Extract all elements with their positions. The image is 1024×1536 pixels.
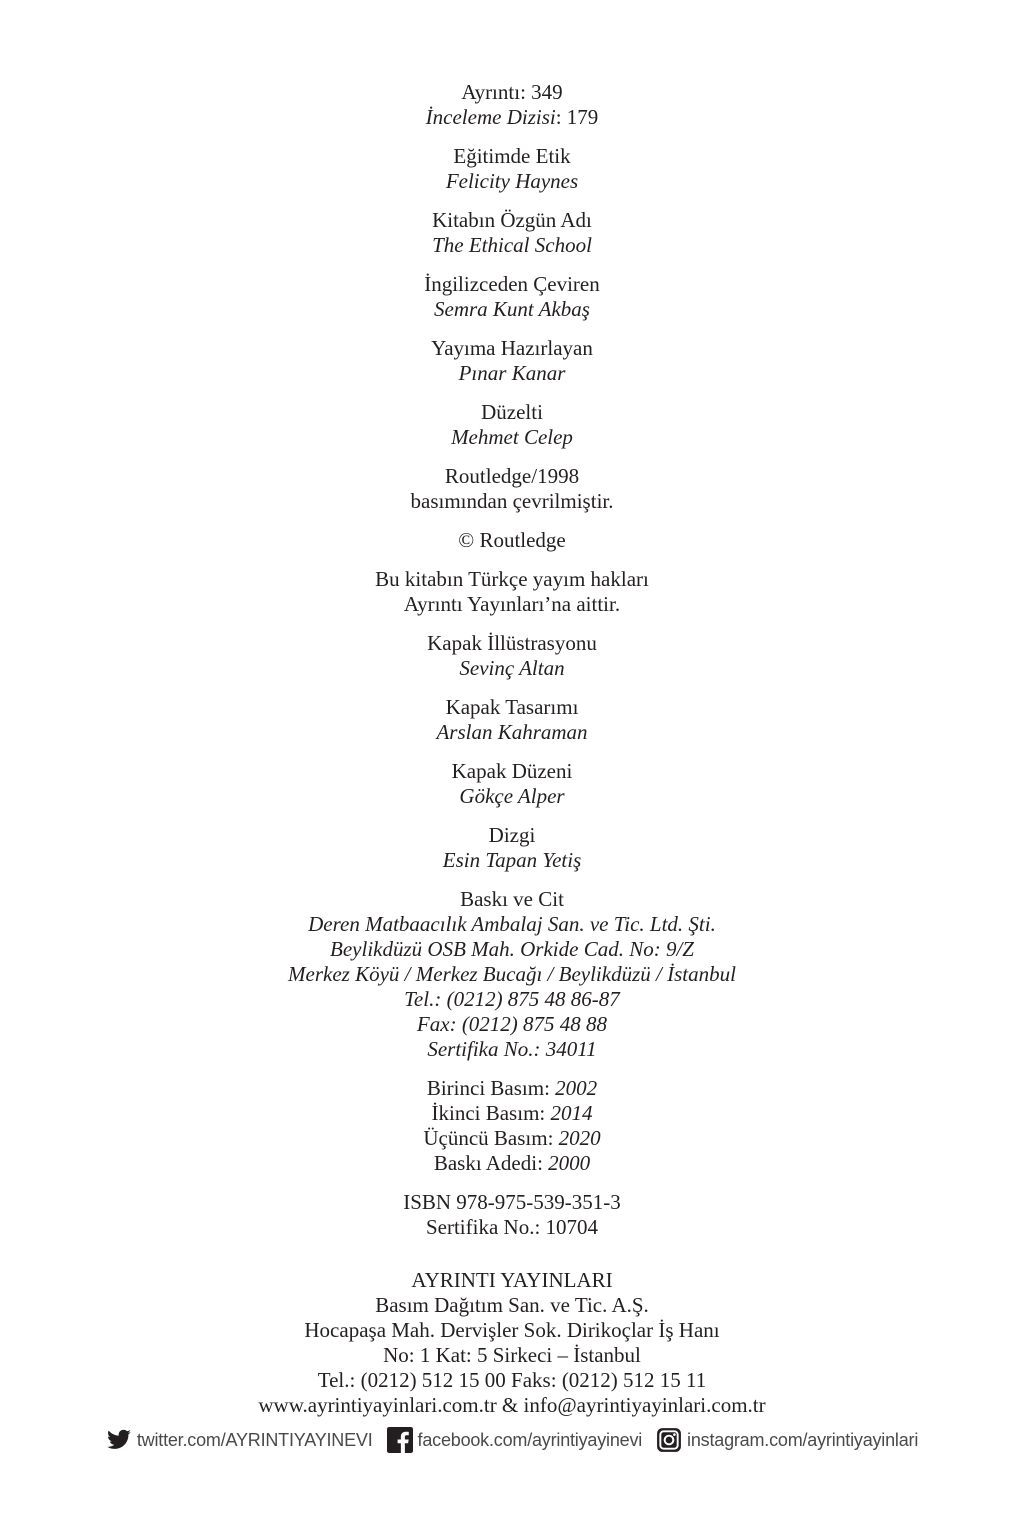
twitter-link-text: twitter.com/AYRINTIYAYINEVI (136, 1429, 373, 1450)
edition-line (0, 1126, 1024, 1151)
edition-year: 2014 (550, 1101, 593, 1125)
cover-design (0, 695, 1024, 745)
cover-layout (0, 759, 1024, 809)
cover-layout-name: Gökçe Alper (459, 784, 565, 808)
rights-line-2: Ayrıntı Yayınları’na aittir. (403, 592, 621, 616)
editions (0, 1076, 1024, 1176)
edition-line (0, 1076, 1024, 1101)
printing-label: Baskı ve Cit (460, 887, 564, 911)
series-subseries (0, 105, 1024, 130)
instagram-link[interactable] (656, 1427, 918, 1453)
printing-line: Merkez Köyü / Merkez Bucağı / Beylikdüzü / İstanbul (288, 962, 736, 986)
series-number: Ayrıntı: 349 (461, 80, 563, 104)
series-name: İnceleme Dizisi (425, 105, 556, 129)
publisher-address-2: No: 1 Kat: 5 Sirkeci – İstanbul (383, 1343, 641, 1367)
copyright (0, 528, 1024, 553)
translator-label: İngilizceden Çeviren (424, 272, 600, 296)
facebook-link[interactable] (387, 1427, 643, 1453)
editor-name: Pınar Kanar (458, 361, 566, 385)
edition-label: Üçüncü Basım: (423, 1126, 559, 1150)
copyright-text: © Routledge (458, 528, 566, 552)
proofreading-label: Düzelti (481, 400, 543, 424)
rights (0, 567, 1024, 617)
publisher-phone: Tel.: (0212) 512 15 00 Faks: (0212) 512 15 11 (317, 1368, 707, 1392)
colophon (0, 80, 1024, 1432)
certificate-number: Sertifika No.: 10704 (425, 1215, 599, 1239)
editor (0, 336, 1024, 386)
edition-label: Baskı Adedi: (433, 1151, 549, 1175)
book-title (0, 144, 1024, 194)
publisher-web[interactable]: www.ayrintiyayinlari.com.tr & info@ayrintiyayinlari.com.tr (258, 1393, 766, 1417)
translator (0, 272, 1024, 322)
proofreading (0, 400, 1024, 450)
edition-year: 2002 (555, 1076, 598, 1100)
social-links (0, 1427, 1024, 1453)
edition-label: İkinci Basım: (431, 1101, 551, 1125)
source-edition (0, 464, 1024, 514)
cover-design-label: Kapak Tasarımı (445, 695, 579, 719)
twitter-link[interactable] (106, 1427, 373, 1453)
edition-label: Birinci Basım: (426, 1076, 556, 1100)
translator-name: Semra Kunt Akbaş (434, 297, 590, 321)
source-edition-line-2: basımından çevrilmiştir. (410, 489, 614, 513)
series-info (0, 80, 1024, 130)
instagram-icon (656, 1427, 682, 1453)
printing-line: Fax: (0212) 875 48 88 (416, 1012, 608, 1036)
isbn (0, 1190, 1024, 1240)
author-name: Felicity Haynes (445, 169, 579, 193)
facebook-link-text: facebook.com/ayrintiyayinevi (417, 1429, 643, 1450)
editor-label: Yayıma Hazırlayan (431, 336, 593, 360)
publisher-company: Basım Dağıtım San. ve Tic. A.Ş. (375, 1293, 649, 1317)
rights-line-1: Bu kitabın Türkçe yayım hakları (375, 567, 649, 591)
printing-line: Beylikdüzü OSB Mah. Orkide Cad. No: 9/Z (330, 937, 694, 961)
original-title (0, 208, 1024, 258)
edition-line (0, 1101, 1024, 1126)
original-title-label: Kitabın Özgün Adı (432, 208, 592, 232)
printing (0, 887, 1024, 1062)
book-title-text: Eğitimde Etik (453, 144, 571, 168)
publisher-info (0, 1268, 1024, 1418)
publisher-name: AYRINTI YAYINLARI (411, 1268, 613, 1292)
print-run: 2000 (548, 1151, 591, 1175)
proofreading-name: Mehmet Celep (451, 425, 573, 449)
source-edition-line-1: Routledge/1998 (444, 464, 580, 488)
typesetting-name: Esin Tapan Yetiş (442, 848, 582, 872)
original-title-value: The Ethical School (432, 233, 592, 257)
edition-year: 2020 (558, 1126, 601, 1150)
facebook-icon (387, 1427, 413, 1453)
cover-illustration-name: Sevinç Altan (459, 656, 565, 680)
printing-line: Deren Matbaacılık Ambalaj San. ve Tic. Ltd. Şti. (308, 912, 716, 936)
series-subseries-number: : 179 (555, 105, 599, 129)
isbn-number: ISBN 978-975-539-351-3 (403, 1190, 621, 1214)
typesetting-label: Dizgi (488, 823, 536, 847)
twitter-icon (106, 1427, 132, 1453)
printing-line: Sertifika No.: 34011 (427, 1037, 597, 1061)
cover-layout-label: Kapak Düzeni (451, 759, 573, 783)
publisher-address-1: Hocapaşa Mah. Dervişler Sok. Dirikoçlar İş Hanı (304, 1318, 720, 1342)
typesetting (0, 823, 1024, 873)
printing-line: Tel.: (0212) 875 48 86-87 (404, 987, 620, 1011)
edition-line (0, 1151, 1024, 1176)
instagram-link-text: instagram.com/ayrintiyayinlari (687, 1429, 919, 1450)
cover-design-name: Arslan Kahraman (436, 720, 588, 744)
cover-illustration-label: Kapak İllüstrasyonu (427, 631, 597, 655)
cover-illustration (0, 631, 1024, 681)
